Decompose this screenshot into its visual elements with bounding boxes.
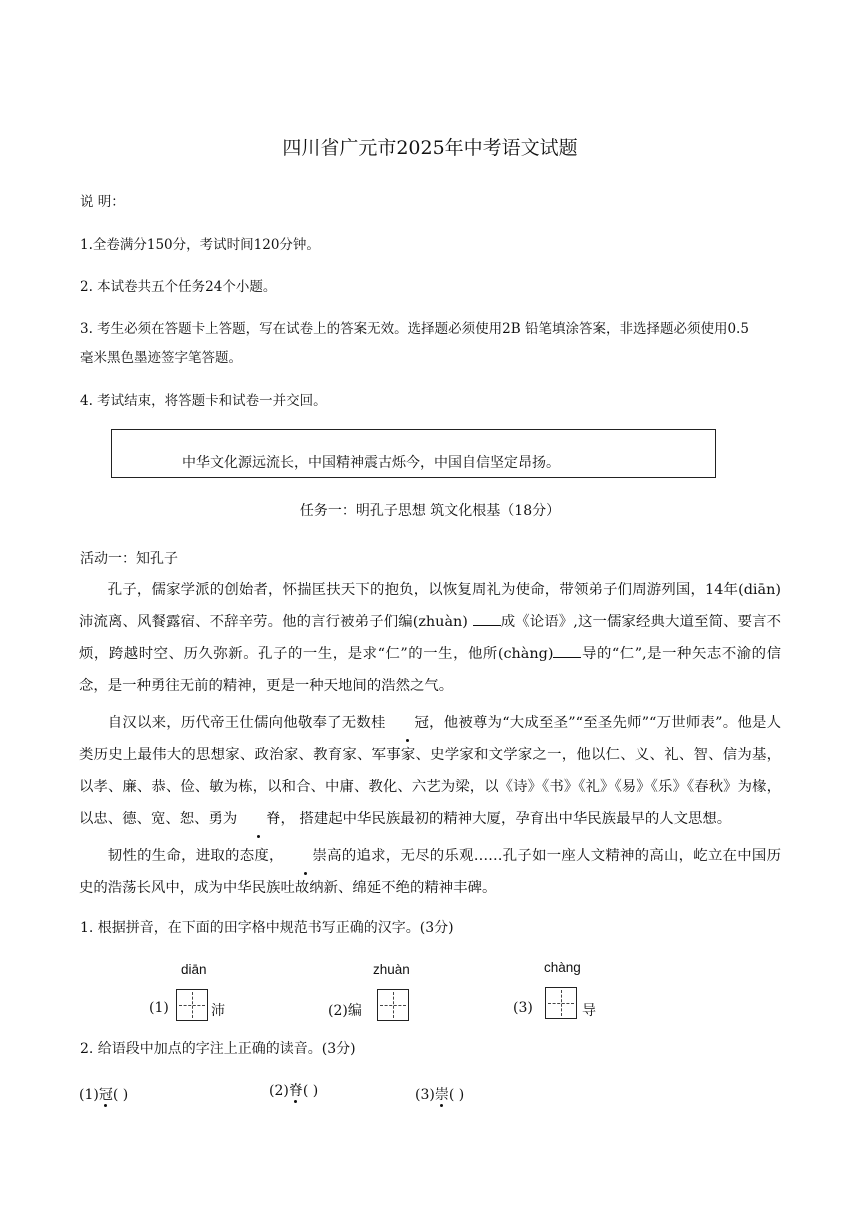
q1-item-1-num: (1) <box>149 1000 169 1016</box>
instruction-3-cont: 毫米黑色墨迹签字笔答题。 <box>80 350 242 366</box>
dotted-char-1: 冠 <box>386 707 429 739</box>
dotted-char-2: 脊 <box>237 803 280 835</box>
instruction-2: 2. 本试卷共五个任务24个小题。 <box>80 279 277 295</box>
q2-item-3: (3)崇( ) <box>415 1084 464 1104</box>
q1-pinyin-1: diān <box>181 962 207 977</box>
instruction-3: 3. 考生必须在答题卡上答题，写在试卷上的答案无效。选择题必须使用2B 铅笔填涂答案，非选择题必须使用0.5 <box>80 321 749 337</box>
blank-2 <box>553 643 581 658</box>
q2-item-2: (2)脊( ) <box>269 1080 318 1100</box>
paragraph-2: 自汉以来，历代帝王仕儒向他敬奉了无数桂 冠，他被尊为“大成至圣”“至圣先师”“万世师表”。他是人类历史上最伟大的思想家、政治家、教育家、军事家、史学家和文学家之一，他以仁、义、礼、智、信为基，以孝、廉、恭、俭、敏为栋，以和合、中庸、教化、六艺为梁，以《诗》《书》《礼》《易》《乐》《春秋》为椽，以忠、德、宽、恕、勇为 脊， 搭建起中华民族最初的精神大厦，孕育出中华民族最早的人文思想。 <box>79 707 781 835</box>
tianzige-grid-3[interactable] <box>545 987 577 1019</box>
blank-1 <box>473 611 501 626</box>
q1-item-2-num: (2)编 <box>328 1003 362 1019</box>
paragraph-3: 韧性的生命，进取的态度， 崇高的追求，无尽的乐观……孔子如一座人文精神的高山，屹立在中国历史的浩荡长风中，成为中华民族吐故纳新、绵延不绝的精神丰碑。 <box>79 840 781 904</box>
question-2-stem: 2. 给语段中加点的字注上正确的读音。(3分) <box>80 1041 356 1057</box>
q1-item-3-num: (3) <box>513 1000 533 1016</box>
q1-pinyin-3: chàng <box>544 960 581 975</box>
motto-text: 中华文化源远流长，中国精神震古烁今，中国自信坚定昂扬。 <box>182 455 560 471</box>
tianzige-grid-1[interactable] <box>176 989 208 1021</box>
q2-item-1: (1)冠( ) <box>79 1084 128 1104</box>
paragraph-1: 孔子，儒家学派的创始者，怀揣匡扶天下的抱负，以恢复周礼为使命，带领弟子们周游列国，14年(diān)沛流离、风餐露宿、不辞辛劳。他的言行被弟子们编(zhuàn) 成《论语》,这一儒家经典大道至简、要言不烦，跨越时空、历久弥新。孔子的一生，是求“仁”的一生，他所(chàng) 导的“仁”,是一种矢志不渝的信念，是一种勇往无前的精神，更是一种天地间的浩然之气。 <box>79 582 782 694</box>
page-title: 四川省广元市2025年中考语文试题 <box>282 137 578 159</box>
instructions-heading: 说 明： <box>80 194 125 210</box>
tianzige-grid-2[interactable] <box>377 989 409 1021</box>
answer-paren-3[interactable]: ( ) <box>448 1087 465 1103</box>
motto-box <box>111 429 716 478</box>
q1-item-1-char: 沛 <box>211 1003 225 1019</box>
instruction-1: 1.全卷满分150分，考试时间120分钟。 <box>80 237 320 253</box>
q1-item-3-char: 导 <box>582 1003 596 1019</box>
q1-pinyin-2: zhuàn <box>373 962 410 977</box>
dotted-char-3: 崇 <box>284 840 327 872</box>
instruction-4: 4. 考试结束，将答题卡和试卷一并交回。 <box>80 393 327 409</box>
answer-paren-2[interactable]: ( ) <box>302 1083 319 1099</box>
activity-heading: 活动一：知孔子 <box>80 551 178 567</box>
question-1-stem: 1. 根据拼音，在下面的田字格中规范书写正确的汉字。(3分) <box>80 920 454 936</box>
task1-title: 任务一：明孔子思想 筑文化根基（18分） <box>299 503 561 519</box>
answer-paren-1[interactable]: ( ) <box>112 1087 129 1103</box>
